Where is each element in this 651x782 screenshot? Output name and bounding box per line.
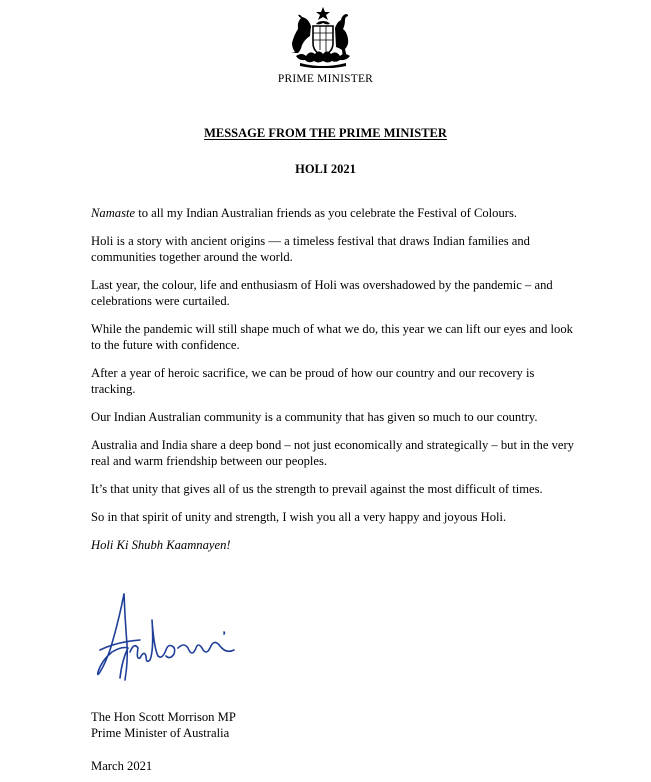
paragraph-8: It’s that unity that gives all of us the strength to prevail against the most difficult of times. (91, 482, 543, 496)
message-heading (0, 126, 651, 141)
letter-date: March 2021 (91, 759, 153, 773)
message-subheading: HOLI 2021 (295, 162, 356, 176)
closing-greeting (91, 537, 579, 553)
paragraph-6: Our Indian Australian community is a community that has given so much to our country. (91, 410, 538, 424)
paragraph-5: After a year of heroic sacrifice, we can be proud of how our country and our recovery is tracking. (91, 366, 535, 396)
signature-strokes (98, 594, 234, 680)
message-body (91, 205, 579, 565)
paragraph-9: So in that spirit of unity and strength, I wish you all a very happy and joyous Holi. (91, 510, 507, 524)
paragraph-3: Last year, the colour, life and enthusiasm of Holi was overshadowed by the pandemic – and celebrations were curtailed. (91, 278, 553, 308)
office-title: PRIME MINISTER (277, 73, 374, 85)
paragraph-1-text: to all my Indian Australian friends as you celebrate the Festival of Colours. (135, 206, 517, 220)
paragraph-2: Holi is a story with ancient origins — a timeless festival that draws Indian families and communities together around the world. (91, 234, 530, 264)
paragraph-4: While the pandemic will still shape much of what we do, this year we can lift our eyes and look to the future with confidence. (91, 322, 573, 352)
closing-greeting-text: Holi Ki Shubh Kaamnayen! (91, 538, 231, 552)
paragraph-1 (91, 205, 579, 221)
paragraph-7: Australia and India share a deep bond – not just economically and strategically – but in the very real and warm friendship between our peoples. (91, 438, 574, 468)
paragraph-1-greeting: Namaste (91, 206, 136, 220)
coat-of-arms-icon (282, 6, 364, 68)
signatory-title: Prime Minister of Australia (91, 726, 230, 740)
signatory-name: The Hon Scott Morrison MP (91, 710, 236, 724)
message-heading-text: MESSAGE FROM THE PRIME MINISTER (204, 126, 447, 140)
signatory-block (91, 709, 236, 741)
handwritten-signature-icon (94, 590, 264, 690)
